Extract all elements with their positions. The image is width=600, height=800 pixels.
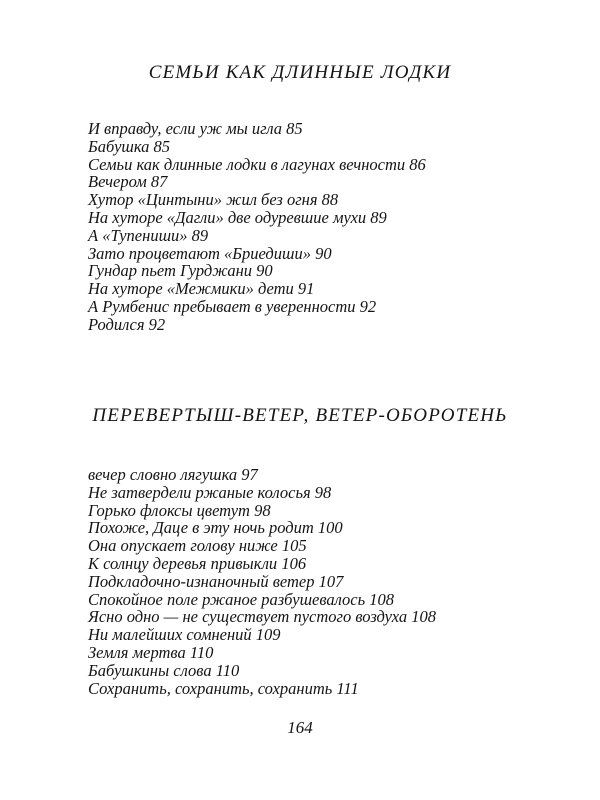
toc-entry	[88, 484, 558, 502]
toc-entry-page: 98	[254, 500, 271, 520]
toc-entry-title: И вправду, если уж мы игла	[88, 119, 283, 138]
toc-entry	[88, 209, 558, 227]
toc-entry	[88, 573, 558, 591]
toc-entry-title: Горько флоксы цветут	[88, 500, 250, 520]
toc-entry	[88, 591, 558, 609]
toc-entry-title: Спокойное поле ржаное разбушевалось	[88, 589, 366, 609]
toc-entry-title: Родился	[88, 314, 145, 334]
toc-entry	[88, 262, 558, 280]
toc-entry-page: 97	[241, 465, 258, 484]
toc-entry-page: 110	[189, 642, 214, 662]
toc-entry-title: Сохранить, сохранить, сохранить	[88, 678, 333, 698]
toc-entry	[88, 191, 558, 209]
toc-entry-page: 88	[321, 190, 339, 210]
toc-entry-page: 89	[191, 225, 209, 245]
toc-entry-title: А Румбенис пребывает в уверенности	[88, 296, 356, 316]
toc-entry-page: 90	[256, 261, 273, 281]
toc-entry	[88, 138, 558, 156]
toc-entry	[88, 537, 558, 555]
toc-entry-title: На хуторе «Дагли» две одуревшие мухи	[88, 207, 367, 227]
toc-entry-page: 92	[359, 296, 377, 316]
toc-entry	[88, 316, 558, 334]
toc-entry-page: 110	[215, 660, 240, 680]
toc-list-families	[88, 120, 558, 334]
toc-entry-title: Ни малейших сомнений	[88, 625, 252, 645]
toc-entry-title: Семьи как длинные лодки в лагунах вечности	[88, 154, 406, 174]
toc-entry-page: 87	[150, 172, 168, 192]
toc-entry-title: Ясно одно — не существует пустого воздуха	[88, 607, 408, 627]
toc-entry	[88, 519, 558, 537]
section-title-wind: ПЕРЕВЕРТЫШ-ВЕТЕР, ВЕТЕР-ОБОРОТЕНЬ	[92, 405, 508, 426]
toc-list-wind	[88, 466, 558, 697]
toc-entry-page: 100	[317, 518, 343, 538]
toc-entry-page: 86	[409, 154, 426, 174]
toc-entry	[88, 280, 558, 298]
section-title-families: СЕМЬИ КАК ДЛИННЫЕ ЛОДКИ	[148, 62, 452, 83]
toc-entry-title: А «Тупениши»	[88, 225, 188, 245]
toc-entry-title: Хутор «Цинтыни» жил без огня	[88, 190, 318, 210]
toc-entry-page: 85	[153, 136, 171, 156]
toc-entry-page: 85	[286, 119, 303, 138]
toc-entry-title: Бабушка	[88, 136, 150, 156]
toc-entry	[88, 173, 558, 191]
page-number: 164	[287, 718, 313, 737]
toc-entry-page: 108	[369, 589, 394, 609]
toc-entry-page: 92	[148, 314, 166, 334]
toc-entry-title: Бабушкины слова	[88, 660, 212, 680]
toc-entry	[88, 120, 558, 138]
toc-entry-title: Похоже, Даце в эту ночь родит	[88, 518, 314, 538]
toc-entry	[88, 245, 558, 263]
toc-entry-page: 106	[281, 553, 307, 573]
toc-entry	[88, 466, 558, 484]
toc-entry-title: Земля мертва	[88, 642, 186, 662]
toc-entry-title: К солнцу деревья привыкли	[88, 553, 278, 573]
toc-entry-title: Вечером	[88, 172, 147, 192]
toc-entry-page: 111	[336, 678, 359, 698]
toc-entry-page: 105	[281, 536, 307, 556]
toc-entry	[88, 680, 558, 698]
toc-entry	[88, 555, 558, 573]
toc-entry-title: Подкладочно-изнаночный ветер	[88, 571, 315, 591]
toc-entry	[88, 227, 558, 245]
toc-entry	[88, 156, 558, 174]
toc-entry-page: 108	[411, 607, 437, 627]
toc-entry	[88, 298, 558, 316]
toc-entry-page: 107	[318, 571, 344, 591]
toc-entry	[88, 662, 558, 680]
toc-entry-title: Она опускает голову ниже	[88, 536, 278, 556]
toc-entry-title: вечер словно лягушка	[88, 465, 238, 484]
toc-entry	[88, 608, 558, 626]
toc-entry-page: 89	[370, 207, 387, 227]
toc-entry	[88, 502, 558, 520]
toc-entry-page: 91	[297, 279, 315, 299]
toc-entry-page: 90	[315, 243, 332, 263]
toc-entry-title: На хуторе «Межмики» дети	[88, 279, 294, 299]
toc-entry-page: 98	[314, 482, 332, 502]
toc-entry-title: Не затвердели ржаные колосья	[88, 482, 311, 502]
toc-entry-title: Гундар пьет Гурджани	[88, 261, 253, 281]
toc-entry	[88, 644, 558, 662]
toc-entry	[88, 626, 558, 644]
toc-entry-title: Зато процветают «Бриедиши»	[88, 243, 311, 263]
toc-entry-page: 109	[255, 625, 281, 645]
